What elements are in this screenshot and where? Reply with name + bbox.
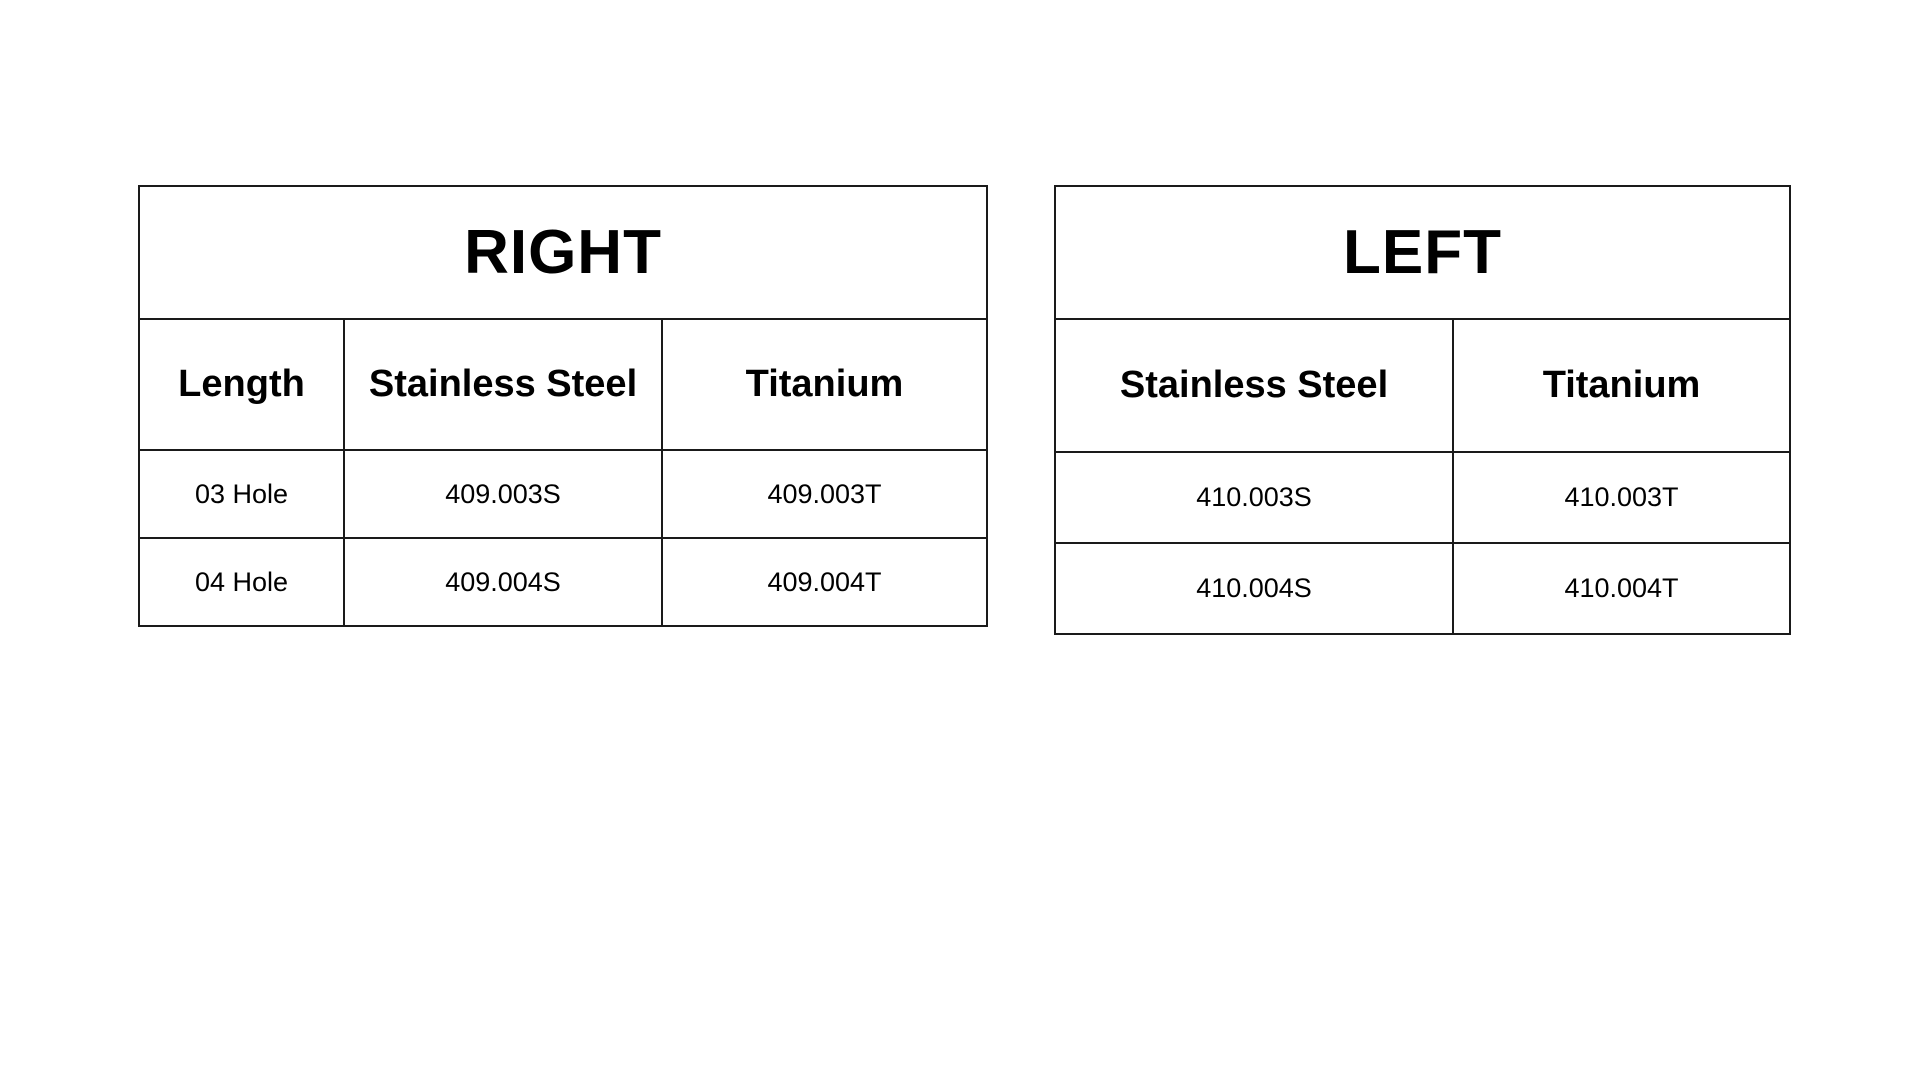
titanium-code-cell: 409.003T xyxy=(662,450,987,538)
table-header-row xyxy=(1055,319,1790,452)
stainless-steel-code-cell: 410.003S xyxy=(1055,452,1453,543)
table-title-row xyxy=(139,186,987,319)
stainless-steel-code-cell: 409.003S xyxy=(344,450,662,538)
column-header-length: Length xyxy=(139,319,344,450)
left-reference-table xyxy=(1054,185,1791,635)
table-row xyxy=(139,450,987,538)
titanium-code-cell: 410.003T xyxy=(1453,452,1790,543)
left-table-title: LEFT xyxy=(1055,186,1790,319)
stainless-steel-code-cell: 410.004S xyxy=(1055,543,1453,634)
right-table-title: RIGHT xyxy=(139,186,987,319)
table-title-row xyxy=(1055,186,1790,319)
column-header-titanium: Titanium xyxy=(662,319,987,450)
table-row xyxy=(139,538,987,626)
titanium-code-cell: 409.004T xyxy=(662,538,987,626)
column-header-stainless-steel: Stainless Steel xyxy=(344,319,662,450)
column-header-titanium: Titanium xyxy=(1453,319,1790,452)
titanium-code-cell: 410.004T xyxy=(1453,543,1790,634)
table-row xyxy=(1055,452,1790,543)
length-cell: 04 Hole xyxy=(139,538,344,626)
length-cell: 03 Hole xyxy=(139,450,344,538)
table-header-row xyxy=(139,319,987,450)
stainless-steel-code-cell: 409.004S xyxy=(344,538,662,626)
right-reference-table xyxy=(138,185,988,627)
table-row xyxy=(1055,543,1790,634)
column-header-stainless-steel: Stainless Steel xyxy=(1055,319,1453,452)
